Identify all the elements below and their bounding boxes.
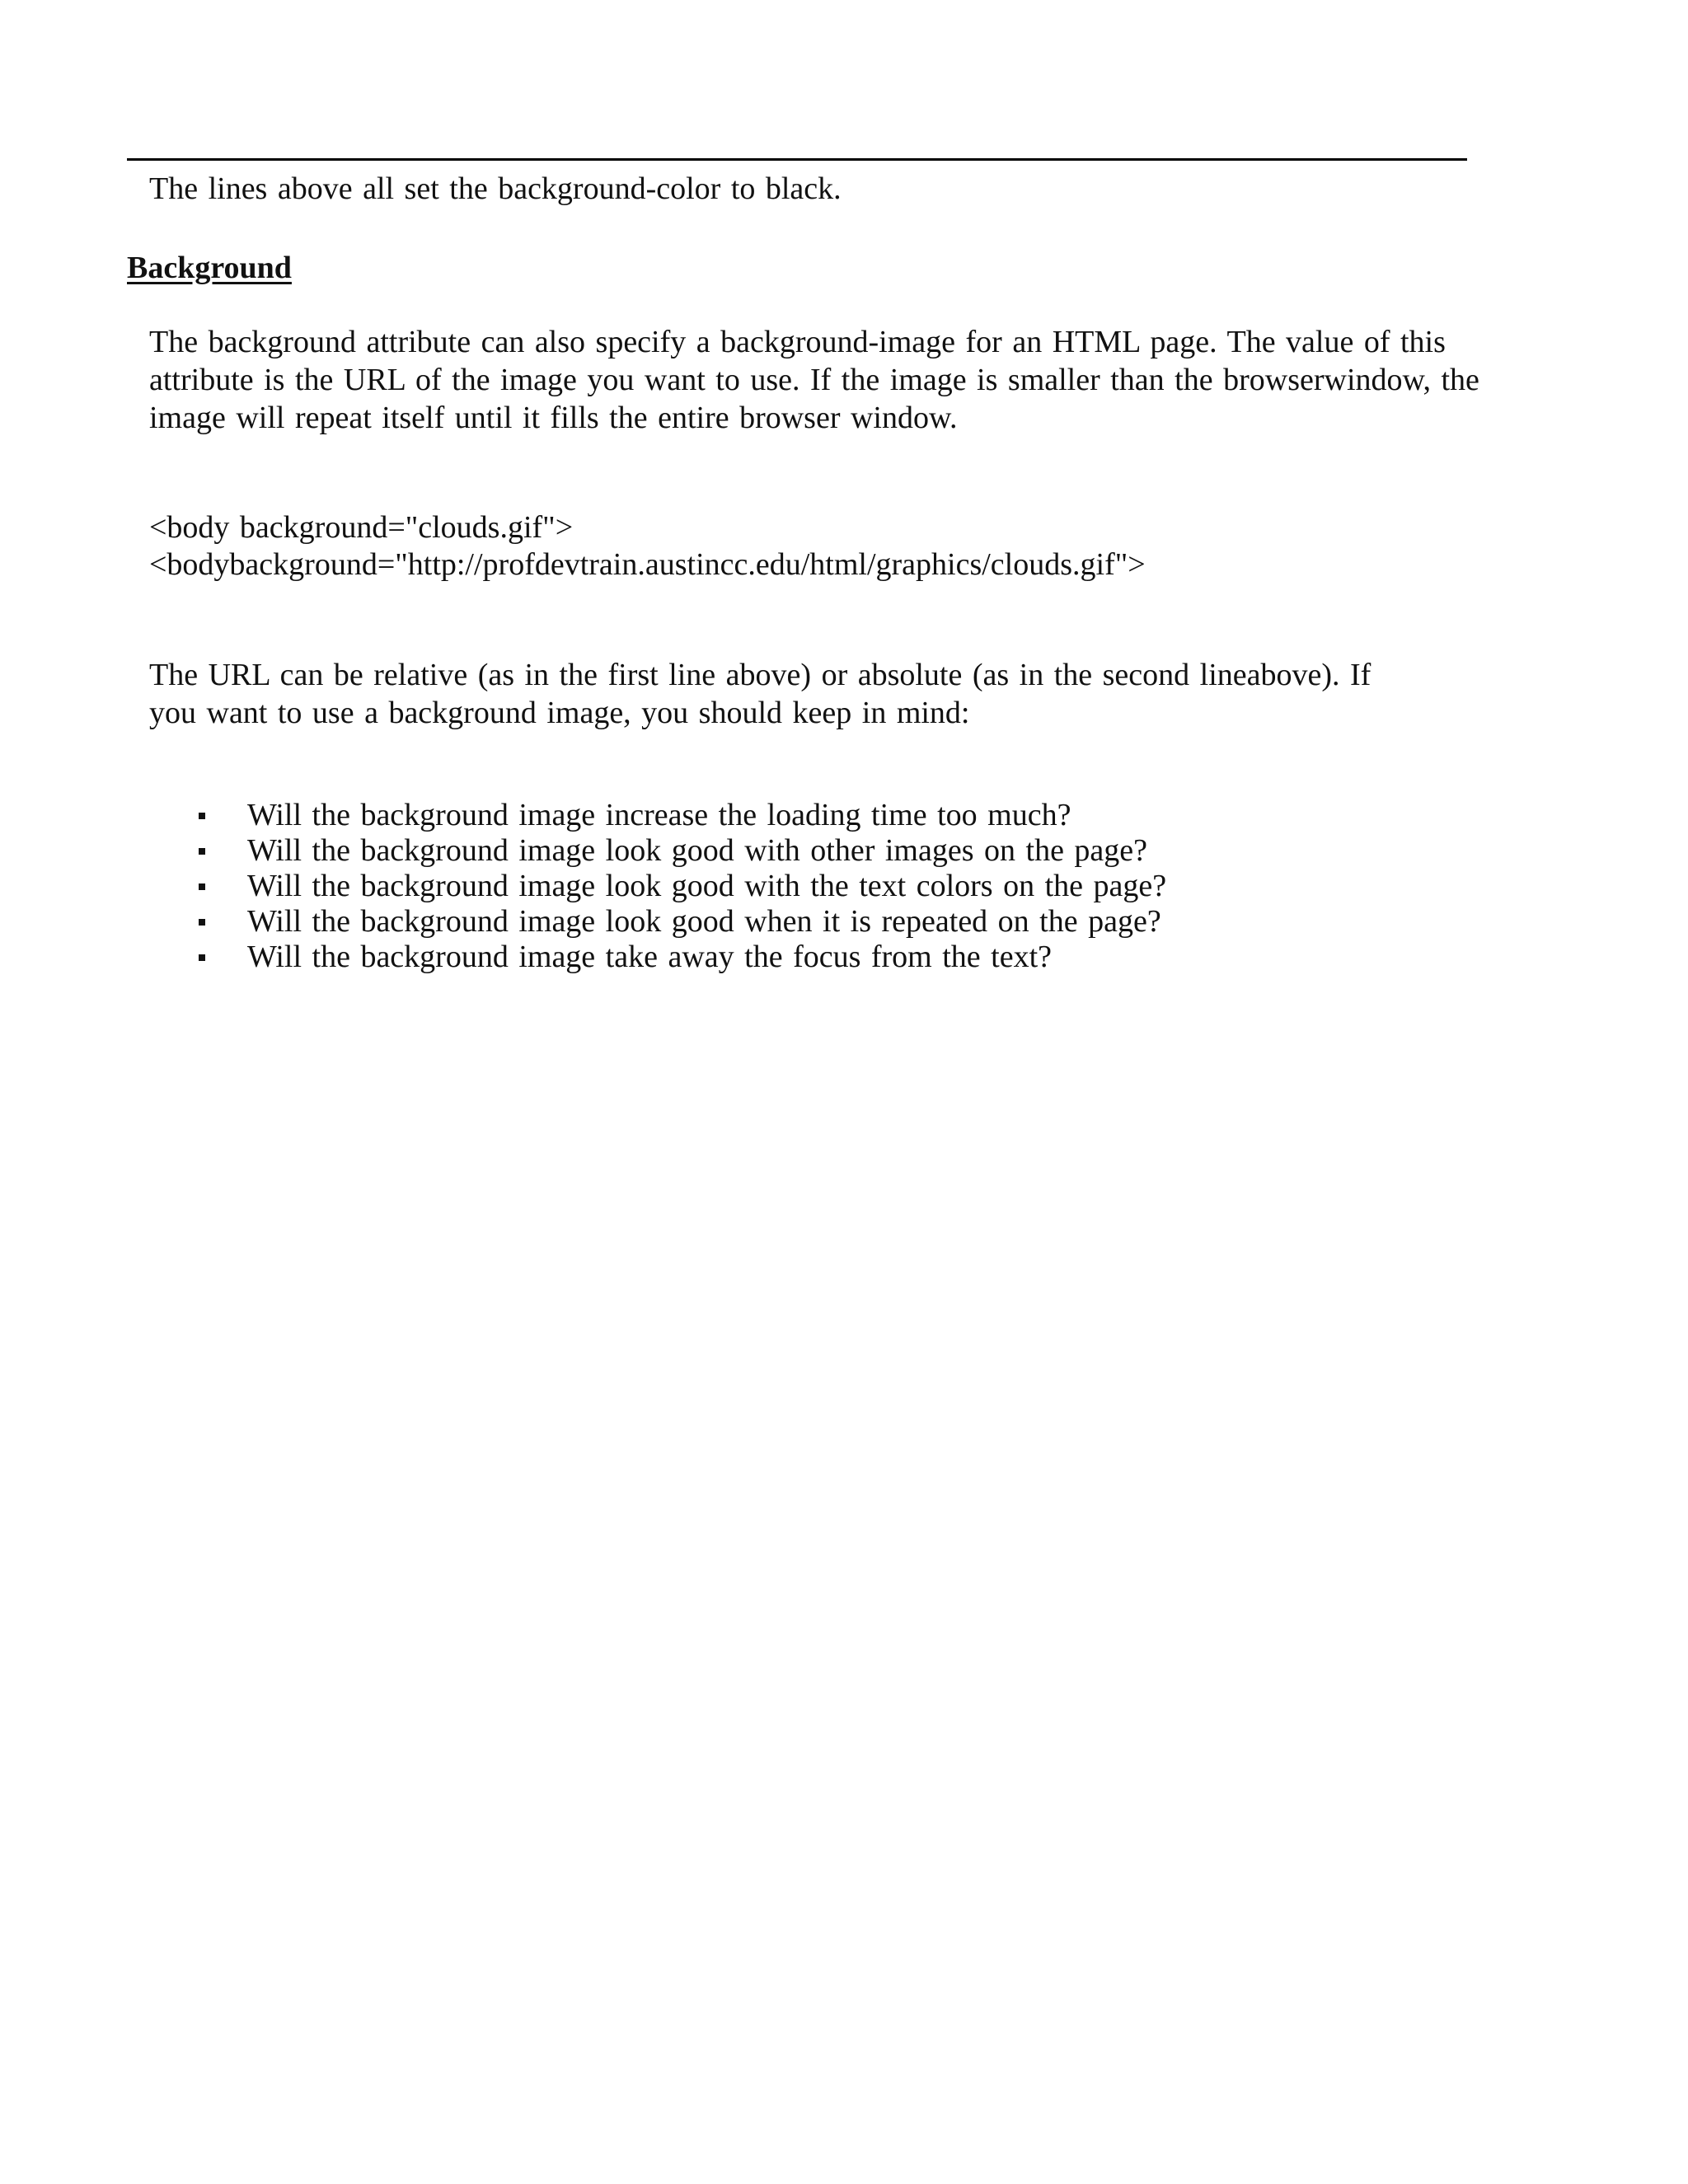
list-item-text: Will the background image look good when it is repeated on the page?: [247, 904, 1161, 939]
code-line: <body background="clouds.gif">: [149, 510, 574, 545]
paragraph-1-line: attribute is the URL of the image you want to use. If the image is smaller than the browserwindow, the: [149, 363, 1479, 397]
bullet-list: [196, 798, 1166, 975]
square-bullet-icon: [199, 919, 205, 926]
square-bullet-icon: [199, 848, 205, 855]
list-item-text: Will the background image look good with the text colors on the page?: [247, 869, 1167, 903]
section-heading: Background: [127, 251, 292, 285]
paragraph-2-line: The URL can be relative (as in the first line above) or absolute (as in the second lineabove). If: [149, 658, 1372, 692]
list-item-text: Will the background image increase the loading time too much?: [247, 798, 1071, 832]
list-item: [196, 904, 1166, 940]
intro-line: The lines above all set the background-color to black.: [149, 171, 842, 206]
paragraph-1-line: The background attribute can also specify a background-image for an HTML page. The value of this: [149, 325, 1446, 359]
list-item: [196, 940, 1166, 975]
list-item-text: Will the background image take away the focus from the text?: [247, 940, 1053, 974]
code-line: <bodybackground="http://profdevtrain.austincc.edu/html/graphics/clouds.gif">: [149, 547, 1146, 582]
paragraph-1-line: image will repeat itself until it fills the entire browser window.: [149, 401, 958, 435]
square-bullet-icon: [199, 954, 205, 961]
square-bullet-icon: [199, 813, 205, 819]
list-item: [196, 833, 1166, 869]
list-item: [196, 798, 1166, 833]
square-bullet-icon: [199, 883, 205, 890]
paragraph-2-line: you want to use a background image, you should keep in mind:: [149, 696, 970, 730]
list-item-text: Will the background image look good with other images on the page?: [247, 833, 1148, 868]
horizontal-rule: [127, 158, 1467, 161]
list-item: [196, 869, 1166, 904]
